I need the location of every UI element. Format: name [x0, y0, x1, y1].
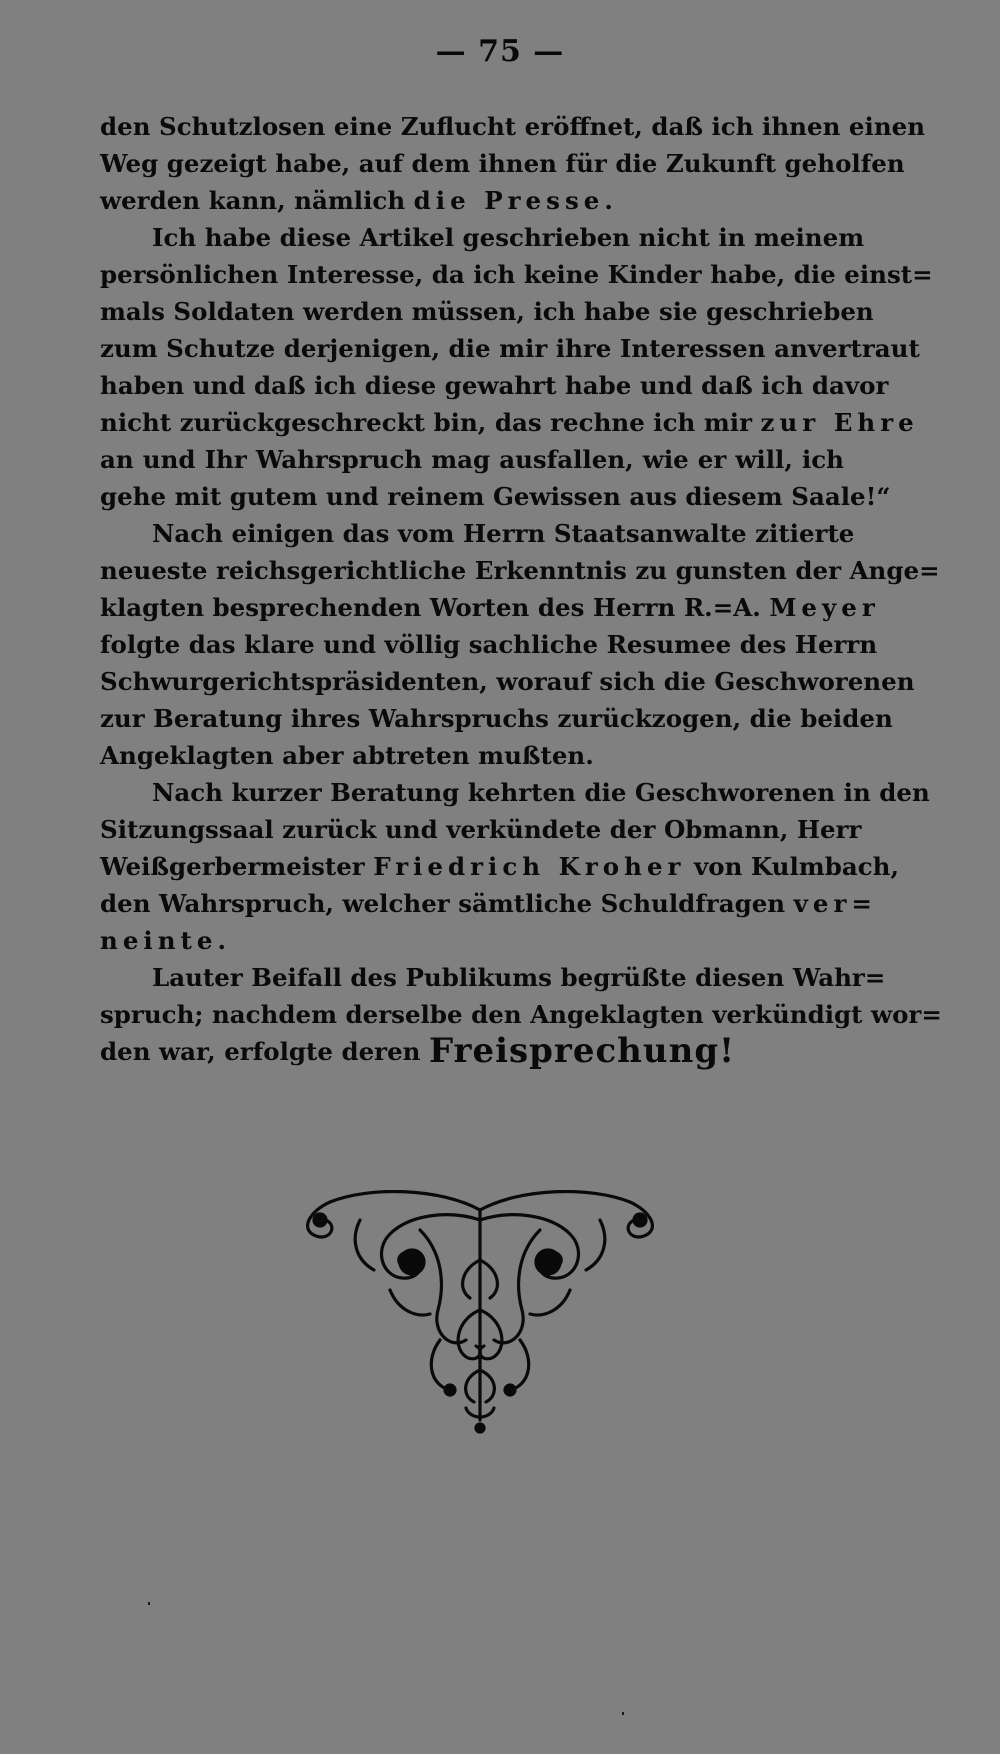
text-line — [100, 811, 862, 848]
spaced-text: Friedrich Kroher — [373, 852, 686, 881]
text-run: Nach einigen das vom Herrn Staatsanwalte zitierte — [152, 519, 855, 548]
text-run: folgte das klare und völlig sachliche Resumee des Herrn — [100, 630, 878, 659]
fleuron-ornament-icon — [290, 1190, 670, 1435]
text-line — [100, 478, 891, 515]
text-line — [100, 848, 899, 885]
spaced-text: die Presse — [413, 186, 605, 215]
text-run: zum Schutze derjenigen, die mir ihre Interessen anvertraut — [100, 334, 920, 363]
text-run: von Kulmbach, — [685, 852, 899, 881]
text-line — [100, 219, 865, 256]
text-run: Lauter Beifall des Publikums begrüßte diesen Wahr= — [152, 963, 886, 992]
text-line — [100, 293, 874, 330]
text-run: Angeklagten aber abtreten mußten. — [100, 741, 594, 770]
text-run: den war, erfolgte deren — [100, 1037, 430, 1066]
text-line — [100, 1033, 844, 1070]
text-line — [100, 256, 933, 293]
text-line — [100, 626, 878, 663]
spaced-text: neinte — [100, 926, 218, 955]
text-run: zur Beratung ihres Wahrspruchs zurückzogen, die beiden — [100, 704, 893, 733]
text-run: gehe mit gutem und reinem Gewissen aus diesem Saale!“ — [100, 482, 891, 511]
text-line — [100, 959, 886, 996]
text-line — [100, 700, 893, 737]
text-line — [100, 922, 844, 959]
text-line — [100, 996, 942, 1033]
text-line — [100, 885, 877, 922]
paper-speck — [622, 1712, 624, 1715]
text-run: . — [217, 926, 226, 955]
text-run: mals Soldaten werden müssen, ich habe sie geschrieben — [100, 297, 874, 326]
text-run: persönlichen Interesse, da ich keine Kinder habe, die einst= — [100, 260, 933, 289]
text-run: Ich habe diese Artikel geschrieben nicht in meinem — [152, 223, 865, 252]
paper-speck — [148, 1602, 150, 1605]
text-run: spruch; nachdem derselbe den Angeklagten verkündigt wor= — [100, 1000, 942, 1029]
spaced-text: ver= — [793, 889, 877, 918]
text-run: haben und daß ich diese gewahrt habe und daß ich davor — [100, 371, 889, 400]
text-line — [100, 367, 889, 404]
text-run: Weg gezeigt habe, auf dem ihnen für die Zukunft geholfen — [100, 149, 905, 178]
text-run: nicht zurückgeschreckt bin, das rechne ich mir — [100, 408, 761, 437]
text-line — [100, 108, 926, 145]
text-line — [100, 404, 919, 441]
text-line — [100, 737, 844, 774]
text-run: an und Ihr Wahrspruch mag ausfallen, wie er will, ich — [100, 445, 844, 474]
body-text — [100, 108, 942, 1071]
text-line — [100, 145, 905, 182]
text-line — [100, 552, 940, 589]
text-line — [100, 589, 880, 626]
text-line — [100, 774, 930, 811]
text-run: Weißgerbermeister — [100, 852, 374, 881]
text-line — [100, 441, 844, 478]
text-line — [100, 515, 855, 552]
text-run: klagten besprechenden Worten des Herrn R.=A. — [100, 593, 770, 622]
text-line — [100, 182, 844, 219]
page-number: — 75 — — [435, 34, 565, 69]
text-run: Schwurgerichtspräsidenten, worauf sich die Geschworenen — [100, 667, 915, 696]
text-run: den Wahrspruch, welcher sämtliche Schuldfragen — [100, 889, 794, 918]
text-run: Sitzungssaal zurück und verkündete der Obmann, Herr — [100, 815, 862, 844]
text-run: . — [604, 186, 613, 215]
spaced-text: Meyer — [769, 593, 880, 622]
spaced-text: zur Ehre — [760, 408, 919, 437]
text-run: werden kann, nämlich — [100, 186, 414, 215]
text-run: neueste reichsgerichtliche Erkenntnis zu gunsten der Ange= — [100, 556, 940, 585]
text-run: Nach kurzer Beratung kehrten die Geschworenen in den — [152, 778, 930, 807]
emphasized-word: Freisprechung! — [429, 1031, 736, 1071]
text-line — [100, 663, 915, 700]
text-line — [100, 330, 920, 367]
text-run: den Schutzlosen eine Zuflucht eröffnet, daß ich ihnen einen — [100, 112, 926, 141]
